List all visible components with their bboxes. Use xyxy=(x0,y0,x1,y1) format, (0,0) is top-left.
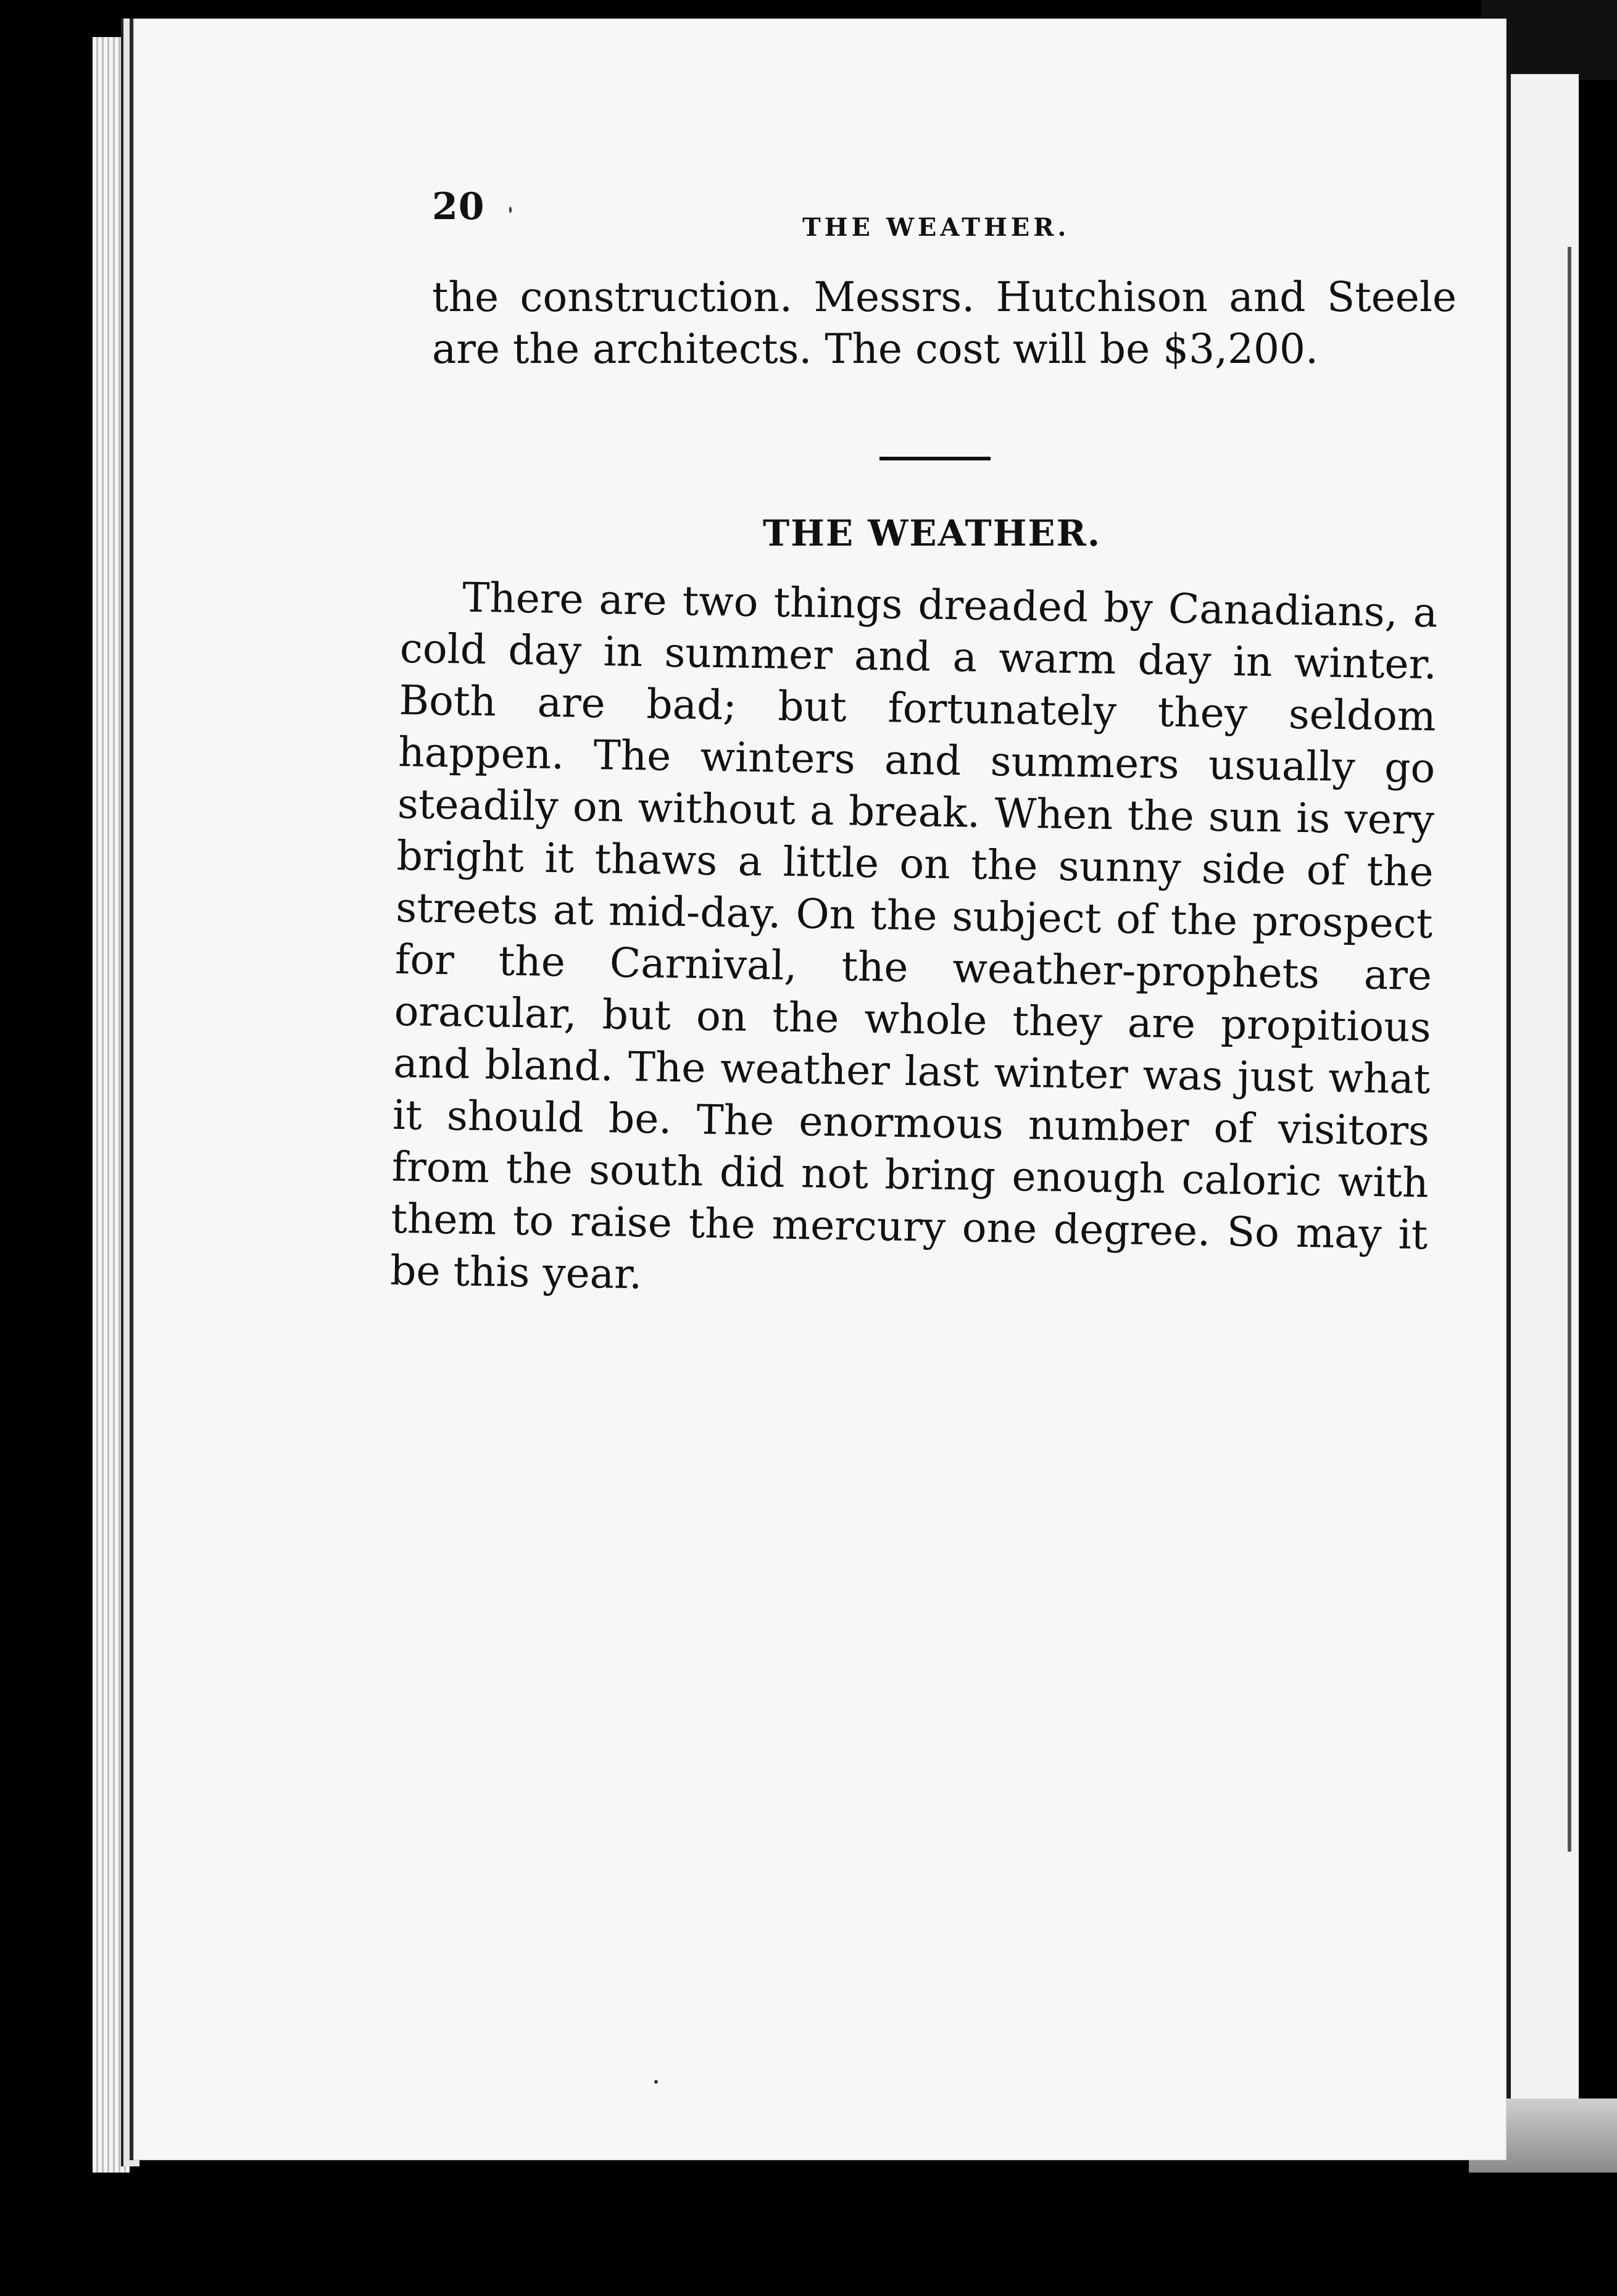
paper-speck xyxy=(509,207,512,213)
paper-speck xyxy=(654,2080,658,2084)
facing-page-border xyxy=(1568,247,1571,1852)
body-paragraph: There are two things dreaded by Canadians, a cold day in summer and a warm day in winter. Both are bad; but fortunately they seldom happen. The winters and summers usually go steadily on without a break. When the sun is very bright it thaws a little on the sunny side of the streets at mid-day. On the subject of the prospect for the Carnival, the weather-prophets are oracular, but on the whole they are propitious and bland. The weather last winter was just what it should be. The enormous number of visitors from the south did not bring enough caloric with them to raise the mercury one degree. So may it be this year. xyxy=(389,573,1438,1299)
section-divider xyxy=(879,457,991,460)
running-head: THE WEATHER. xyxy=(802,213,1070,242)
page-number: 20 xyxy=(432,185,485,228)
section-title: THE WEATHER. xyxy=(762,512,1102,554)
continued-paragraph: the construction. Messrs. Hutchison and Steele are the architects. The cost will be $3,200. xyxy=(432,273,1457,373)
